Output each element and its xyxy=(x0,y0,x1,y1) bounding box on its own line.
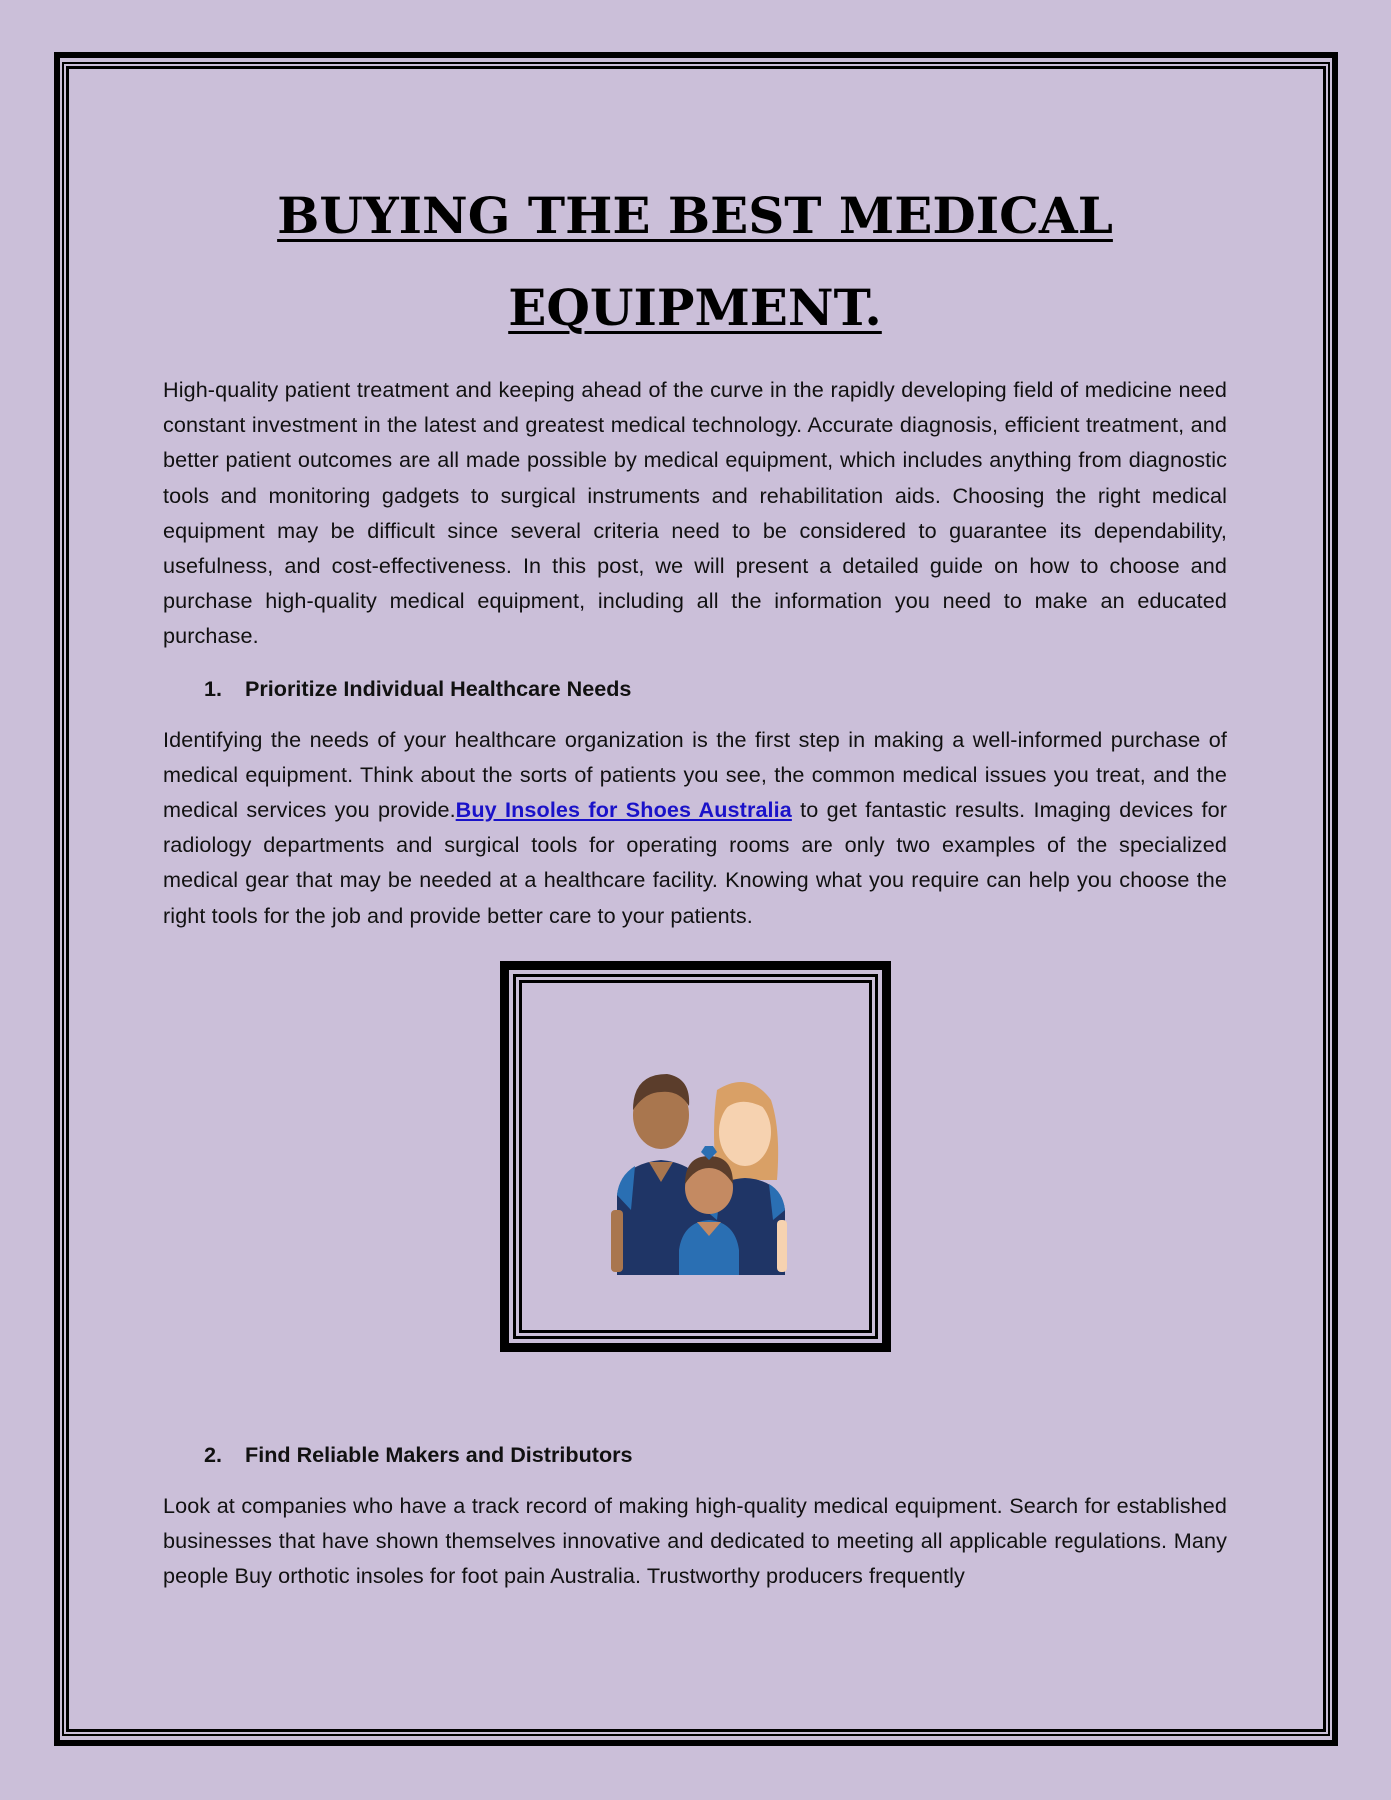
section-2 xyxy=(163,1440,1227,1594)
section-2-paragraph: Look at companies who have a track record of making high-quality medical equipment. Search for established businesses that have shown themselves innovative and dedicated to meeting all applicable regulations. Many people Buy orthotic insoles for foot pain Australia. Trustworthy producers frequently xyxy=(163,1493,1227,1589)
intro-paragraph: High-quality patient treatment and keeping ahead of the curve in the rapidly developing field of medicine need constant investment in the latest and greatest medical technology. Accurate diagnosis, efficient treatment, and better patient outcomes are all made possible by medical equipment, which includes anything from diagnostic tools and monitoring gadgets to surgical instruments and rehabilitation aids. Choosing the right medical equipment may be difficult since several criteria need to be considered to guarantee its dependability, usefulness, and cost-effectiveness. In this post, we will present a detailed guide on how to choose and purchase high-quality medical equipment, including all the information you need to make an educated purchase. xyxy=(163,377,1227,649)
section-2-heading xyxy=(163,1440,1227,1470)
section-1-number: 1. xyxy=(204,675,223,701)
section-1-title: Prioritize Individual Healthcare Needs xyxy=(245,675,632,701)
section-2-title: Find Reliable Makers and Distributors xyxy=(245,1442,633,1467)
document-body xyxy=(163,170,1227,933)
family-image-frame xyxy=(500,961,891,1352)
title-line-2: EQUIPMENT. xyxy=(508,278,882,337)
section-1-text-after-link: to get fantastic results. Imaging devices for radiology departments and surgical tools for operating rooms are only two examples of the specialized medical gear that may be needed at a healthcare facility. Knowing what you require can help you choose the right tools for the job and provide better care to your patients. xyxy=(163,797,1227,928)
insoles-link[interactable]: Buy Insoles for Shoes Australia xyxy=(455,797,792,823)
document-title xyxy=(163,170,1227,354)
section-2-number: 2. xyxy=(204,1442,223,1467)
family-icon xyxy=(609,1060,809,1300)
title-line-1: BUYING THE BEST MEDICAL xyxy=(277,186,1113,245)
section-1-paragraph xyxy=(163,722,1227,933)
section-1-text-before-link: Identifying the needs of your healthcare organization is the first step in making a well-informed purchase of medical equipment. Think about the sorts of patients you see, the common medical issues you treat, and the medical services you provide. xyxy=(163,726,1227,823)
section-1-heading xyxy=(163,674,1227,704)
